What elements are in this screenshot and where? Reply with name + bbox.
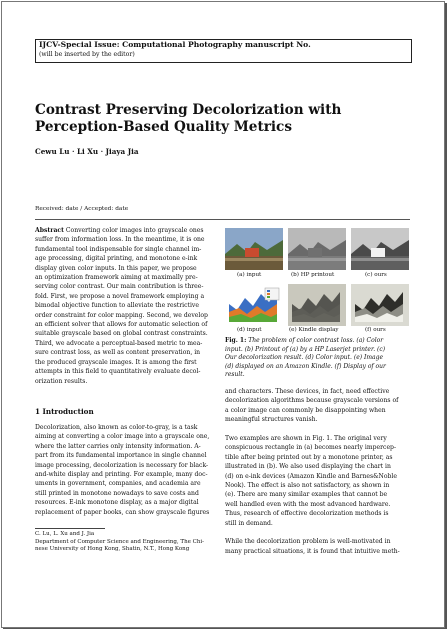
abstract — [35, 226, 208, 386]
text-line — [35, 254, 208, 263]
text-line — [35, 367, 208, 376]
figure-caption — [225, 337, 386, 380]
abstract-text: an optimization framework aiming at maximally pre- — [35, 274, 198, 282]
abstract-text: display given color inputs. In this paper, we propose — [35, 264, 197, 272]
abstract-text: serving color contrast. Our main contribution is three- — [35, 283, 204, 291]
received-dates: Received: date / Accepted: date — [35, 206, 129, 212]
right-column-line: conspicuous rectangle in (a) becomes nearly impercep- — [225, 444, 397, 452]
text-line — [35, 235, 208, 244]
intro-line: image processing, decolorization is necessary for black- — [35, 461, 209, 469]
text-line — [35, 264, 208, 273]
right-column-line: a color image can commonly be disappointing when — [225, 406, 386, 414]
panel-c-image — [351, 228, 409, 270]
right-column-line: illustrated in (b). We also used displaying the chart in — [225, 463, 391, 471]
abstract-text: order constraint for color mapping. Second, we develop — [35, 311, 208, 319]
text-line — [225, 363, 386, 372]
panel-a-label: (a) input — [237, 272, 262, 278]
footnote-line: Department of Computer Science and Engineering, The Chi- — [35, 538, 205, 545]
abstract-text: sure contrast loss, as well as content preservation, in — [35, 349, 201, 357]
right-column-line: Two examples are shown in Fig. 1. The original very — [225, 435, 387, 443]
right-column-text — [225, 387, 400, 556]
caption-text: The problem of color contrast loss. (a) Color — [246, 337, 384, 344]
caption-text: Our decolorization result. (d) Color input. (e) Image — [225, 354, 384, 362]
right-column-line — [225, 425, 400, 434]
text-line — [35, 348, 208, 357]
right-column-line: Nook). The effect is also not satisfactory, as shown in — [225, 482, 390, 490]
right-column-line: meaningful structures vanish. — [225, 416, 318, 424]
abstract-text: suffer from information loss. In the meantime, it is one — [35, 236, 205, 244]
affiliation-footnote — [35, 531, 204, 554]
abstract-text: the produced grayscale images. It is among the first — [35, 358, 197, 366]
panel-d-image — [225, 284, 283, 326]
right-column-line: many practical situations, it is found that intuitive meth- — [225, 547, 400, 555]
abstract-text: bimodal objective function to alleviate the restrictive — [35, 302, 199, 310]
text-line — [35, 339, 208, 348]
text-line — [225, 346, 386, 355]
right-column-line: decolorization algorithms because grayscale versions of — [225, 397, 399, 405]
footnote-line: C. Lu, L. Xu and J. Jia — [35, 531, 95, 537]
figure-1 — [225, 228, 410, 336]
author-list: Cewu Lu · Li Xu · Jiaya Jia — [35, 147, 139, 156]
intro-line: replacement of paper books, can show grayscale figures — [35, 508, 210, 516]
intro-line: resources. E-ink monotone display, as a major digital — [35, 499, 199, 507]
text-line — [35, 329, 208, 338]
panel-f-image — [351, 284, 409, 326]
intro-line: and-white display and printing. For example, many doc- — [35, 471, 208, 479]
intro-line: part from its fundamental importance in single channel — [35, 452, 207, 460]
footnote-line: nese University of Hong Kong, Shatin, N.T., Hong Kong — [35, 546, 190, 553]
abstract-text: attempts in this field to quantitatively evaluate decol- — [35, 368, 201, 376]
figure-label: Fig. 1: — [225, 337, 247, 344]
right-column-line: tible after being printed out by a monotone printer, as — [225, 453, 393, 461]
right-column-line: and characters. These devices, in fact, need effective — [225, 388, 390, 395]
caption-text: input. (b) Printout of (a) by a HP Laserjet printer. (c) — [225, 345, 386, 353]
abstract-text: Converting color images into grayscale ones — [63, 227, 204, 234]
text-line — [35, 226, 208, 235]
abstract-text: fold. First, we propose a novel framework employing a — [35, 292, 205, 300]
text-line — [35, 377, 208, 386]
intro-line: uments in government, companies, and academia are — [35, 480, 201, 488]
text-line — [225, 354, 386, 363]
abstract-text: fundamental tool indispensable for single channel im- — [35, 245, 202, 253]
panel-b-image — [288, 228, 346, 270]
abstract-text: suitable grayscale based on global contrast constraints. — [35, 330, 208, 338]
abstract-text: age processing, digital printing, and monotone e-ink — [35, 255, 198, 263]
header-rule — [35, 219, 410, 220]
text-line — [35, 273, 208, 282]
panel-d-label: (d) input — [237, 327, 262, 333]
panel-f-label: (f) ours — [365, 327, 386, 333]
text-line — [225, 371, 386, 380]
right-column-line — [225, 528, 400, 537]
right-column-line: (e). There are many similar examples that cannot be — [225, 491, 388, 499]
panel-b-label: (b) HP printout — [291, 272, 335, 278]
footnote-rule — [35, 528, 105, 529]
text-line — [35, 311, 208, 320]
editor-line: (will be inserted by the editor) — [39, 51, 135, 58]
panel-a-image — [225, 228, 283, 270]
panel-e-image — [288, 284, 346, 326]
right-column-line: Thus, research of effective decolorization methods is — [225, 510, 389, 518]
panel-e-label: (e) Kindle display — [289, 327, 339, 333]
section-heading: 1 Introduction — [35, 407, 94, 416]
text-line — [35, 282, 208, 291]
right-column-line: While the decolorization problem is well-motivated in — [225, 538, 391, 546]
caption-text: (d) displayed on an Amazon Kindle. (f) Display of our — [225, 362, 386, 370]
text-line — [35, 358, 208, 367]
right-column-line: well handled even with the most advanced hardware. — [225, 500, 391, 508]
paper-title: Contrast Preserving Decolorization with Perception-Based Quality Metrics — [35, 102, 342, 135]
abstract-label: Abstract — [35, 227, 64, 234]
journal-line: IJCV-Special Issue: Computational Photography manuscript No. — [39, 40, 311, 49]
caption-text: result. — [225, 371, 245, 379]
panel-c-label: (c) ours — [365, 272, 387, 278]
intro-line: aiming at converting a color image into a grayscale one, — [35, 433, 210, 441]
introduction-text — [35, 423, 209, 517]
text-line — [35, 320, 208, 329]
right-column-line: (d) on e-ink devices (Amazon Kindle and Barnes&Noble — [225, 472, 397, 480]
right-column-line: still in demand. — [225, 519, 273, 527]
text-line — [35, 292, 208, 301]
text-line — [35, 301, 208, 310]
abstract-text: Third, we advocate a perceptual-based metric to mea- — [35, 339, 203, 347]
abstract-text: an efficient solver that allows for automatic selection of — [35, 321, 208, 329]
intro-line: Decolorization, also known as color-to-gray, is a task — [35, 424, 198, 431]
text-line — [225, 337, 386, 346]
intro-line: still printed in monotone nowadays to save costs and — [35, 489, 199, 497]
text-line — [35, 245, 208, 254]
abstract-text: orization results. — [35, 377, 88, 385]
intro-line: where the latter carries only intensity information. A- — [35, 442, 201, 450]
